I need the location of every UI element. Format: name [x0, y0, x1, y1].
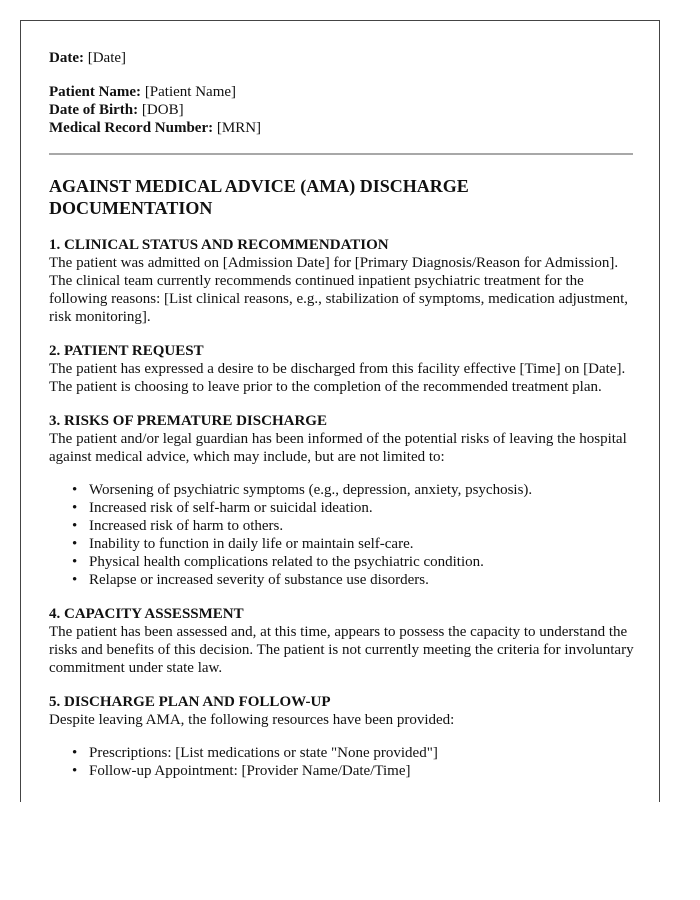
section-body: The patient has been assessed and, at this time, appears to possess the capacity to understand the risks and benefits of this decision. The patient is not currently meeting the criteria for involuntary commitment under state law. — [49, 624, 634, 676]
date-label: Date: — [49, 50, 84, 66]
patient-name-value: [Patient Name] — [144, 84, 237, 100]
section-body: Despite leaving AMA, the following resources have been provided: — [49, 712, 455, 728]
date-line — [49, 49, 634, 67]
section-heading: 3. RISKS OF PREMATURE DISCHARGE — [49, 413, 327, 429]
list-item: • Inability to function in daily life or maintain self-care. — [72, 536, 414, 552]
header-divider — [49, 153, 633, 155]
bullet-icon: • — [72, 572, 78, 588]
list-item: • Relapse or increased severity of substance use disorders. — [72, 572, 429, 588]
bullet-icon: • — [72, 745, 78, 761]
section-capacity-assessment — [49, 605, 634, 677]
bullet-icon: • — [72, 763, 78, 779]
section-heading: 4. CAPACITY ASSESSMENT — [49, 606, 244, 622]
section-heading: 1. CLINICAL STATUS AND RECOMMENDATION — [49, 237, 389, 253]
dob-line — [49, 101, 634, 119]
section-clinical-status — [49, 236, 634, 326]
list-item: • Increased risk of harm to others. — [72, 518, 284, 534]
dob-value: [DOB] — [141, 102, 184, 118]
bullet-icon: • — [72, 554, 78, 570]
list-item: • Physical health complications related to the psychiatric condition. — [72, 554, 484, 570]
section-body: The patient was admitted on [Admission Date] for [Primary Diagnosis/Reason for Admission]. The clinical team currently recommends continued inpatient psychiatric treatment for the following reasons: [List clinical reasons, e.g., stabilization of symptoms, medication adjustment, risk monitoring]. — [49, 255, 629, 325]
dob-label: Date of Birth: — [49, 102, 139, 118]
bullet-icon: • — [72, 500, 78, 516]
risks-list — [49, 481, 634, 589]
document-title: AGAINST MEDICAL ADVICE (AMA) DISCHARGE DOCUMENTATION — [49, 176, 469, 218]
bullet-icon: • — [72, 536, 78, 552]
section-body: The patient has expressed a desire to be discharged from this facility effective [Time] on [Date]. The patient is choosing to leave prior to the completion of the recommended treatment plan. — [49, 361, 626, 395]
section-heading: 2. PATIENT REQUEST — [49, 343, 204, 359]
mrn-line — [49, 119, 634, 137]
mrn-value: [MRN] — [216, 120, 262, 136]
section-heading: 5. DISCHARGE PLAN AND FOLLOW-UP — [49, 694, 331, 710]
document-content — [49, 49, 634, 780]
list-item: • Increased risk of self-harm or suicidal ideation. — [72, 500, 373, 516]
document-page — [20, 20, 660, 802]
section-patient-request — [49, 342, 634, 396]
list-item: • Follow-up Appointment: [Provider Name/Date/Time] — [72, 763, 411, 779]
date-value: [Date] — [87, 50, 127, 66]
bullet-icon: • — [72, 518, 78, 534]
section-discharge-plan — [49, 693, 634, 780]
section-risks — [49, 412, 634, 589]
mrn-label: Medical Record Number: — [49, 120, 214, 136]
list-item: • Worsening of psychiatric symptoms (e.g., depression, anxiety, psychosis). — [72, 482, 533, 498]
resources-list — [49, 744, 634, 780]
bullet-icon: • — [72, 482, 78, 498]
section-body: The patient and/or legal guardian has been informed of the potential risks of leaving the hospital against medical advice, which may include, but are not limited to: — [49, 431, 627, 465]
list-item: • Prescriptions: [List medications or state "None provided"] — [72, 745, 438, 761]
patient-name-line — [49, 83, 634, 101]
patient-name-label: Patient Name: — [49, 84, 142, 100]
